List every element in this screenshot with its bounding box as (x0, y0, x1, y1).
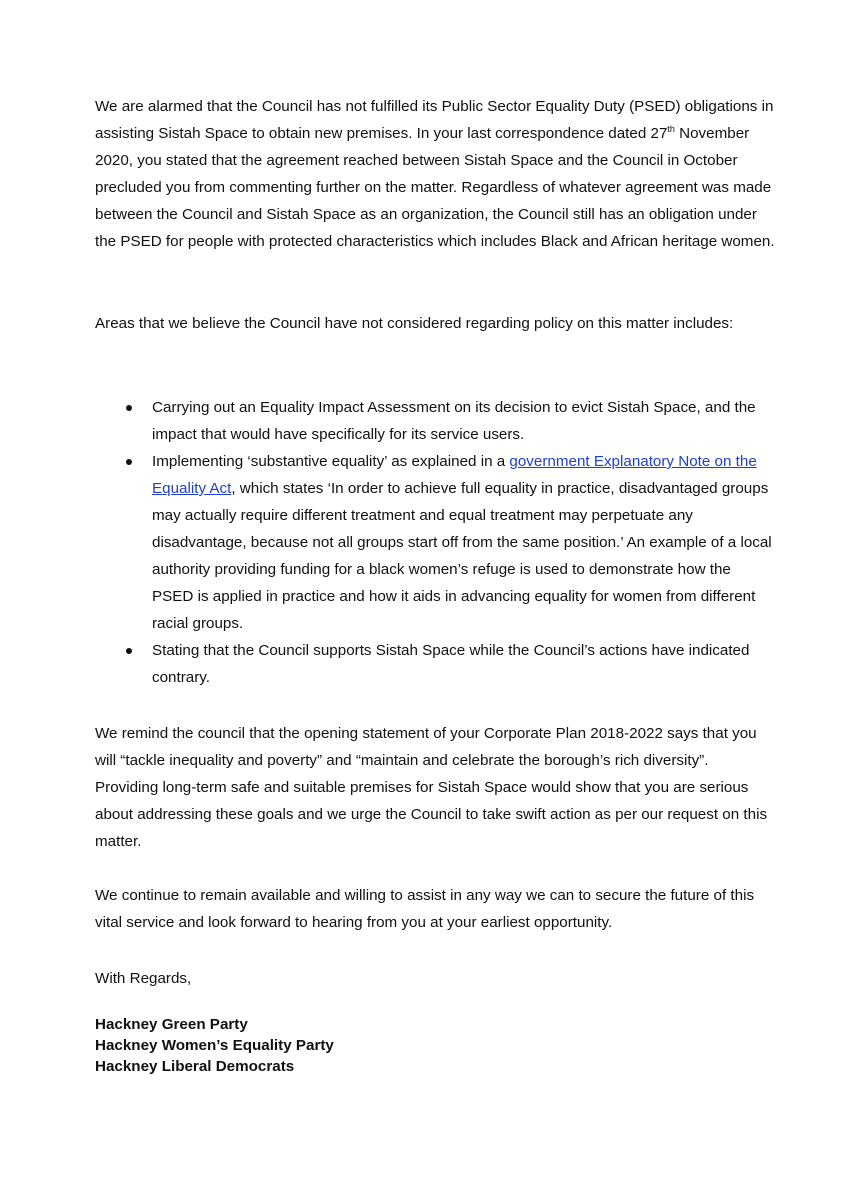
paragraph-corporate-plan: We remind the council that the opening statement of your Corporate Plan 2018-2022 says that you will “tackle inequality and poverty” and “maintain and celebrate the borough’s rich diversity”. Providing long-term safe and suitable premises for Sistah Space would show that you are serious about addressing these goals and we urge the Council to take swift action as per our request on this matter. (95, 725, 768, 850)
signatory-liberal-democrats: Hackney Liberal Democrats (95, 1058, 295, 1075)
paragraph-continue-assist: We continue to remain available and willing to assist in any way we can to secure the future of this vital service and look forward to hearing from you at your earliest opportunity. (95, 887, 755, 931)
closing-salutation: With Regards, (95, 970, 192, 987)
signatory-womens-equality-party: Hackney Women’s Equality Party (95, 1037, 334, 1054)
list-item-text-b: , which states ‘In order to achieve full equality in practice, disadvantaged groups may actually require different treatment and equal treatment may perpetuate any disadvantage, because not all groups start off from the same position.’ An example of a local authority providing funding for a black women’s refuge is used to demonstrate how the PSED is applied in practice and how it aids in advancing equality for women from different racial groups. (152, 480, 772, 632)
list-item (95, 394, 775, 448)
paragraph-1-text-b: November 2020, you stated that the agreement reached between Sistah Space and the Council in October precluded you from commenting further on the matter. Regardless of whatever agreement was made between the Council and Sistah Space as an organization, the Council still has an obligation under the PSED for people with protected characteristics which includes Black and African heritage women. (95, 125, 775, 250)
ordinal-superscript: th (667, 123, 675, 134)
list-item-text: Carrying out an Equality Impact Assessment on its decision to evict Sistah Space, and the impact that would have specifically for its service users. (152, 399, 756, 443)
list-item-text: Stating that the Council supports Sistah Space while the Council’s actions have indicated contrary. (152, 642, 750, 686)
equality-act-note-link[interactable]: government Explanatory Note on the Equality Act (152, 453, 757, 497)
list-item (95, 448, 775, 637)
signatories (95, 1014, 775, 1077)
signatory-green-party: Hackney Green Party (95, 1016, 248, 1033)
list-item-text-a: Implementing ‘substantive equality’ as explained in a (152, 453, 510, 470)
paragraph-psed-obligations (95, 93, 775, 255)
paragraph-areas-intro: Areas that we believe the Council have not considered regarding policy on this matter includes: (95, 315, 734, 332)
bullet-icon (126, 648, 132, 654)
bullet-list (95, 394, 775, 691)
bullet-icon (126, 459, 132, 465)
paragraph-1-text-a: We are alarmed that the Council has not fulfilled its Public Sector Equality Duty (PSED) obligations in assisting Sistah Space to obtain new premises. In your last correspondence dated 27 (95, 98, 774, 142)
bullet-icon (126, 405, 132, 411)
list-item (95, 637, 775, 691)
